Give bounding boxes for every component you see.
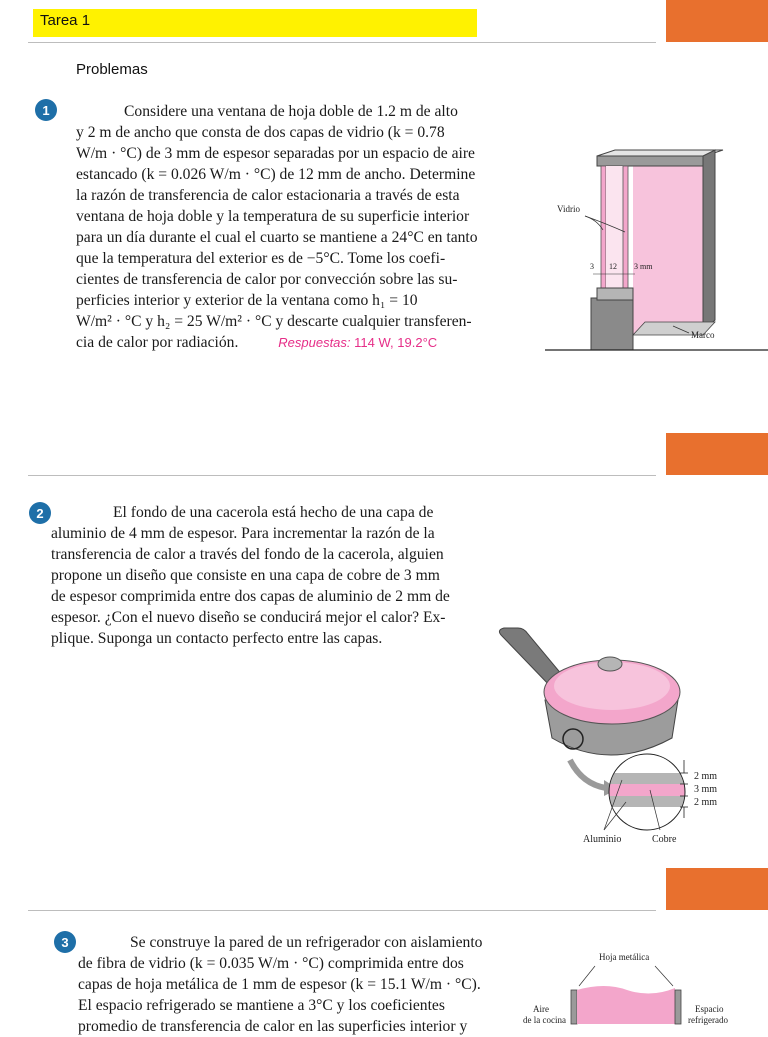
label-kitchen-air-1: Aire (533, 1004, 549, 1014)
problem-3-line: Se construye la pared de un refrigerador con aislamiento (130, 934, 483, 951)
problem-1-text (76, 101, 506, 353)
divider-3 (28, 910, 656, 911)
lid-knob (598, 657, 622, 671)
answer (278, 335, 437, 350)
zoom-arrow (570, 760, 606, 788)
label-frame: Marco (691, 330, 715, 340)
problem-2-line: transferencia de calor a través del fondo de la cacerola, alguien (51, 546, 444, 563)
metal-sheet-left (571, 990, 577, 1024)
problem-3-badge: 3 (54, 931, 76, 953)
fridge-wall-figure (495, 946, 768, 1024)
window-figure (545, 150, 768, 355)
problem-1-line: la razón de transferencia de calor estacionaria a través de esta (76, 187, 460, 204)
sheet-leader-left (579, 966, 595, 986)
problem-3-line: de fibra de vidrio (k = 0.035 W/m · °C) comprimida entre dos (78, 955, 464, 972)
aluminum-layer-top (608, 773, 688, 784)
dim-label-mid: 3 mm (694, 784, 718, 795)
wall-block (591, 298, 633, 350)
label-aluminum: Aluminio (583, 834, 622, 845)
problem-1-line (76, 332, 506, 353)
dim-right: 3 mm (634, 262, 653, 271)
label-kitchen-air-2: de la cocina (523, 1015, 566, 1025)
problem-1-line: perficies interior y exterior de la ventana como h₁ = 10 (76, 292, 418, 309)
sheet-leader-right (655, 966, 673, 986)
problem-3-line: capas de hoja metálica de 1 mm de espesor (k = 15.1 W/m · °C). (78, 976, 481, 993)
problem-3-line: El espacio refrigerado se mantiene a 3°C y los coeficientes (78, 997, 445, 1014)
label-refrigerated-space-2: refrigerado (688, 1015, 728, 1025)
dim-mid: 12 (609, 262, 617, 271)
problem-1-line: W/m · °C) de 3 mm de espesor separadas por un espacio de aire (76, 145, 475, 162)
frame-right (703, 150, 715, 332)
problem-1-line: ventana de hoja doble y la temperatura de su superficie interior (76, 208, 470, 225)
problem-2-line: plique. Suponga un contacto perfecto entre las capas. (51, 630, 383, 647)
problem-2-line: El fondo de una cacerola está hecho de una capa de (113, 504, 434, 521)
problem-1-line: y 2 m de ancho que consta de dos capas de vidrio (k = 0.78 (76, 124, 445, 141)
section-heading: Problemas (76, 61, 148, 78)
problem-3-text (78, 932, 508, 1035)
problem-1-line: para un día durante el cual el cuarto se mantiene a 24°C en tanto (76, 229, 478, 246)
pan-figure (490, 620, 730, 850)
accent-block-1 (666, 0, 768, 42)
problem-2-badge: 2 (29, 502, 51, 524)
aluminum-layer-bottom (608, 796, 688, 807)
divider-2 (28, 475, 656, 476)
problem-1-line: W/m² · °C y h₂ = 25 W/m² · °C y descarte cualquier transferen- (76, 313, 472, 330)
problem-3-line: promedio de transferencia de calor en las superficies interior y (78, 1018, 468, 1035)
page-title: Tarea 1 (40, 12, 91, 29)
window-pane-fill (633, 164, 703, 335)
answer-label: Respuestas: (278, 335, 351, 350)
label-glass: Vidrio (557, 204, 580, 214)
problem-1-line: Considere una ventana de hoja doble de 1.2 m de alto (124, 103, 458, 120)
frame-bottom (597, 288, 633, 300)
air-gap (606, 166, 623, 290)
answer-value: 114 W, 19.2°C (354, 335, 438, 350)
accent-block-3 (666, 868, 768, 910)
label-refrigerated-space-1: Espacio (695, 1004, 724, 1014)
glass-leader-1 (585, 216, 603, 230)
metal-sheet-right (675, 990, 681, 1024)
dim-label-bottom: 2 mm (694, 797, 718, 808)
problem-2-line: de espesor comprimida entre dos capas de aluminio de 2 mm de (51, 588, 450, 605)
dim-label-top: 2 mm (694, 771, 718, 782)
label-copper: Cobre (652, 834, 677, 845)
problem-1-last-line: cia de calor por radiación. (76, 334, 239, 351)
frame-top (597, 156, 715, 166)
label-metal-sheet: Hoja metálica (599, 952, 650, 962)
insulation (577, 986, 675, 1024)
title-highlight (33, 9, 477, 37)
problem-2-line: aluminio de 4 mm de espesor. Para incrementar la razón de la (51, 525, 435, 542)
accent-block-2 (666, 433, 768, 475)
divider-1 (28, 42, 656, 43)
dim-left: 3 (590, 262, 594, 271)
problem-2-text (51, 502, 475, 649)
problem-2-line: espesor. ¿Con el nuevo diseño se conducirá mejor el calor? Ex- (51, 609, 446, 626)
problem-2-line: propone un diseño que consiste en una capa de cobre de 3 mm (51, 567, 440, 584)
problem-1-line: que la temperatura del exterior es de −5°C. Tome los coefi- (76, 250, 446, 267)
glass-pane-right (623, 166, 628, 290)
problem-1-badge: 1 (35, 99, 57, 121)
problem-1-line: cientes de transferencia de calor por convección sobre las su- (76, 271, 458, 288)
problem-1-line: estancado (k = 0.026 W/m · °C) de 12 mm de ancho. Determine (76, 166, 476, 183)
